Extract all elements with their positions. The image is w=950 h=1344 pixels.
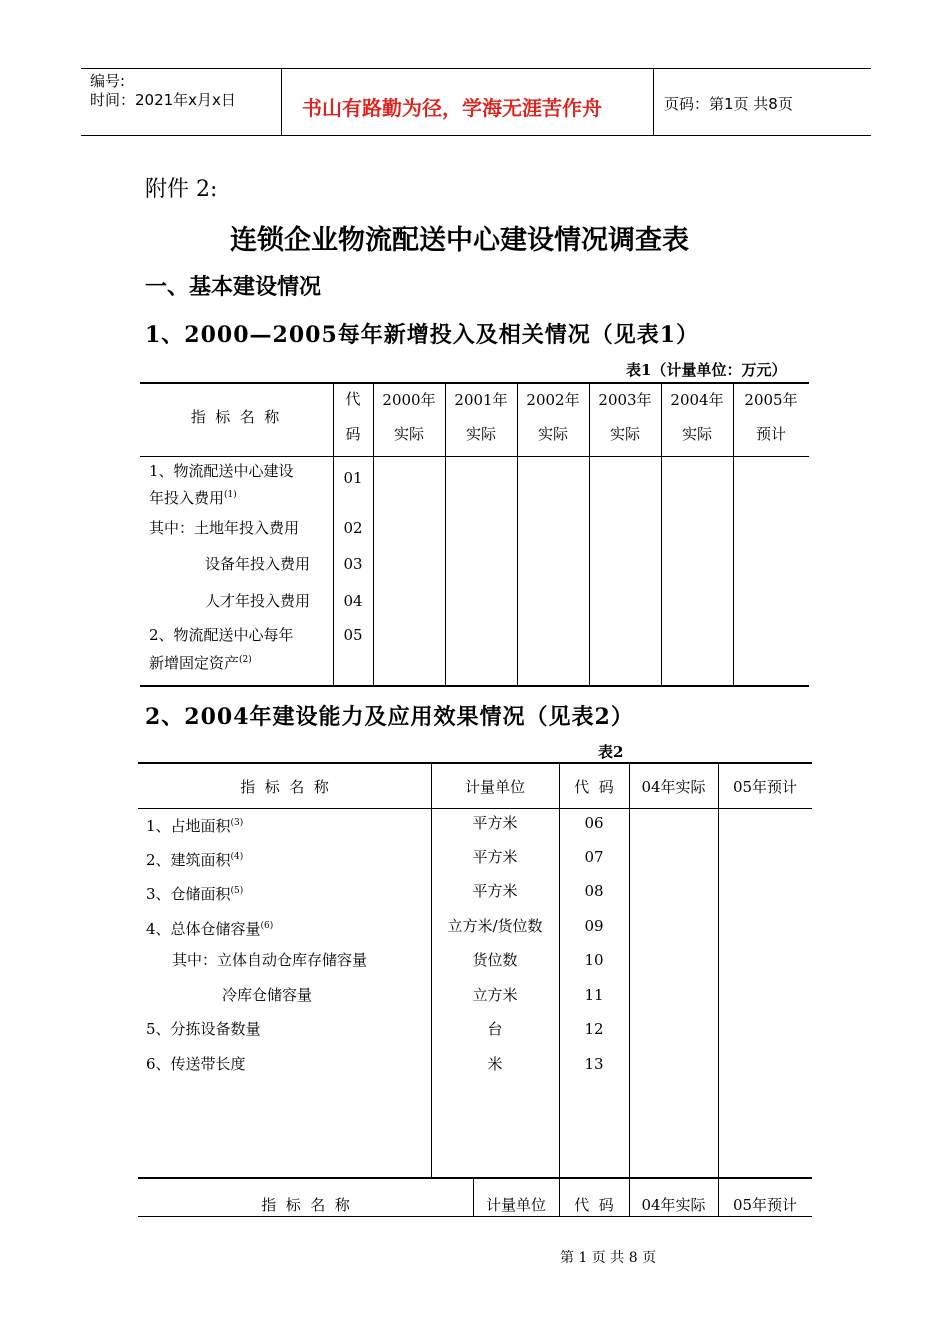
table2-header-unit: 计量单位: [464, 778, 525, 796]
table1-header-status: 预计: [755, 425, 786, 443]
table3-header-unit: 计量单位: [485, 1196, 546, 1214]
table1-header-year: 2001年: [454, 391, 508, 409]
table2-row-code: 13: [584, 1055, 604, 1073]
table1-header-name: 指 标 名 称: [190, 408, 280, 426]
table1-header-year: 2002年: [526, 391, 580, 409]
header-top-rule: [81, 68, 871, 69]
subheading-2: 2、2004年建设能力及应用效果情况（见表2）: [145, 704, 634, 730]
table2-header-forecast: 05年预计: [732, 778, 798, 796]
table2-row-code: 09: [584, 917, 604, 935]
table2-row-code: 08: [584, 882, 604, 900]
table2-row-name: 1、占地面积$^{(3)}$: [146, 817, 244, 835]
table1-header-status: 实际: [537, 425, 568, 443]
table3-header-code: 代 码: [574, 1196, 614, 1214]
table1-caption: 表1（计量单位：万元）: [626, 361, 787, 379]
table2-row-unit: 平方米: [472, 882, 518, 900]
header-motto: 书山有路勤为径，学海无涯苦作舟: [302, 96, 602, 120]
table1-row-code: 04: [343, 592, 363, 610]
table2-header-name: 指 标 名 称: [240, 778, 329, 796]
table1-header-year: 2004年: [670, 391, 724, 409]
table2-row-name: 4、总体仓储容量$^{(6)}$: [146, 920, 274, 938]
header-bottom-rule: [81, 135, 871, 136]
header-divider-left: [281, 68, 282, 136]
table2-header-code: 代 码: [574, 778, 614, 796]
table1-header-code-2: 码: [345, 425, 361, 443]
table3-header-forecast: 05年预计: [732, 1196, 798, 1214]
section-heading: 一、基本建设情况: [145, 275, 322, 300]
table2-row-unit: 台: [487, 1020, 503, 1038]
table2-row-name: 3、仓储面积$^{(5)}$: [146, 885, 244, 903]
header-time: 时间：2021年x月x日: [90, 91, 236, 109]
subheading-1: 1、2000—2005每年新增投入及相关情况（见表1）: [145, 322, 700, 348]
table1-row-label: 人才年投入费用: [205, 592, 311, 610]
table1-header-code-1: 代: [345, 390, 361, 408]
document-title: 连锁企业物流配送中心建设情况调查表: [230, 225, 689, 256]
table2-row-name: 2、建筑面积$^{(4)}$: [146, 851, 244, 869]
table3-header-actual: 04年实际: [641, 1196, 706, 1214]
table2-row-unit: 平方米: [472, 814, 518, 832]
table2-row-unit: 立方米: [472, 986, 518, 1004]
table1-row-label: 新增固定资产$^{(2)}$: [149, 654, 252, 672]
table1-row-label: 1、物流配送中心建设: [149, 462, 294, 480]
table1-header-status: 实际: [465, 425, 496, 443]
table2-row-code: 07: [584, 848, 604, 866]
table2-row-name: 冷库仓储容量: [222, 986, 313, 1004]
table1-row-code: 03: [343, 555, 363, 573]
table2-row-name: 5、分拣设备数量: [146, 1020, 261, 1038]
table1-header-year: 2005年: [744, 391, 798, 409]
header-number: 编号:: [90, 72, 126, 90]
table1-header-year: 2003年: [598, 391, 652, 409]
table2-row-code: 11: [584, 986, 604, 1004]
table1-header-status: 实际: [393, 425, 424, 443]
table2-row-code: 10: [584, 951, 604, 969]
table2-row-code: 06: [584, 814, 604, 832]
attachment-label: 附件 2:: [145, 177, 218, 202]
table1-header-year: 2000年: [382, 391, 436, 409]
table2-row-code: 12: [584, 1020, 604, 1038]
table1-row-label: 设备年投入费用: [205, 555, 311, 573]
table1-header-status: 实际: [681, 425, 712, 443]
table1-row-label: 其中：土地年投入费用: [149, 519, 300, 537]
table2-row-unit: 平方米: [472, 848, 518, 866]
table1-row-code: 02: [343, 519, 363, 537]
table1-header-status: 实际: [609, 425, 640, 443]
table2-row-name: 6、传送带长度: [146, 1055, 246, 1073]
page-footer: 第 1 页 共 8 页: [560, 1250, 657, 1266]
table1-row-code: 01: [343, 469, 363, 487]
table3-header-name: 指 标 名 称: [261, 1196, 350, 1214]
table1-row-label: 2、物流配送中心每年: [149, 626, 294, 644]
header-divider-right: [653, 68, 654, 136]
table1-row-code: 05: [343, 626, 363, 644]
table2-caption: 表2: [598, 743, 624, 761]
table2-row-unit: 货位数: [472, 951, 518, 969]
table2-row-unit: 米: [487, 1055, 503, 1073]
header-page-info: 页码：第1页 共8页: [664, 95, 793, 113]
table2-row-unit: 立方米/货位数: [447, 917, 543, 935]
table2-row-name: 其中：立体自动仓库存储容量: [172, 951, 368, 969]
table1-row-label: 年投入费用$^{(1)}$: [149, 489, 237, 507]
table2-header-actual: 04年实际: [641, 778, 706, 796]
